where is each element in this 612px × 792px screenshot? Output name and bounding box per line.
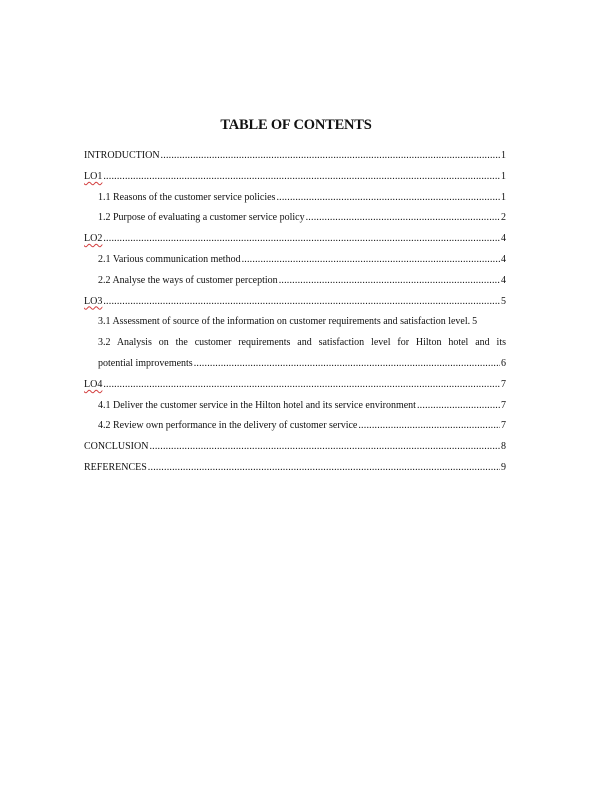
toc-page-number: 8 [501, 441, 506, 453]
toc-entry-label: INTRODUCTION [84, 150, 160, 161]
toc-entry-2-2[interactable] [84, 271, 506, 292]
toc-entry-label: 3.1 Assessment of source of the information on customer requirements and satisfaction level. [98, 316, 471, 328]
toc-page-number: 5 [501, 295, 506, 307]
toc-dot-leader [103, 292, 500, 313]
toc-entry-label-line1: 3.2 Analysis on the customer requirements and satisfaction level for Hilton hotel and its [98, 337, 506, 349]
toc-page-number: 9 [501, 461, 506, 473]
toc-page-number: 1 [501, 191, 506, 203]
toc-entry-introduction[interactable] [84, 146, 506, 167]
toc-entry-label: LO4 [84, 378, 103, 390]
toc-entry-lo3[interactable] [84, 292, 506, 313]
toc-title: TABLE OF CONTENTS [220, 117, 372, 133]
toc-entry-label: LO3 [84, 295, 103, 307]
toc-dot-leader [161, 146, 500, 167]
toc-page-number: 1 [501, 170, 506, 182]
toc-entry-lo1[interactable] [84, 167, 506, 188]
toc-page-number: 7 [501, 399, 506, 411]
toc-page-number: 2 [501, 212, 506, 224]
toc-entry-1-2[interactable] [84, 208, 506, 229]
toc-dot-leader [358, 416, 500, 437]
toc-entry-lo2[interactable] [84, 229, 506, 250]
toc-page-number: 4 [501, 274, 506, 286]
toc-entry-label-line2: potential improvements [98, 357, 193, 369]
toc-page-number: 4 [501, 253, 506, 265]
toc-entry-3-1[interactable] [84, 312, 506, 333]
toc-entry-label: LO2 [84, 233, 103, 245]
toc-entry-lo4[interactable] [84, 375, 506, 396]
toc-entry-label: 2.2 Analyse the ways of customer perception [98, 274, 278, 286]
toc-entry-label: 2.1 Various communication method [98, 253, 241, 265]
toc-entry-label: CONCLUSION [84, 441, 149, 453]
toc-entry-conclusion[interactable] [84, 437, 506, 458]
toc-entry-label: REFERENCES [84, 461, 147, 473]
table-of-contents [84, 146, 506, 479]
toc-page-number: 1 [501, 150, 506, 161]
toc-page-number: 7 [501, 378, 506, 390]
toc-entry-2-1[interactable] [84, 250, 506, 271]
toc-entry-label: 4.1 Deliver the customer service in the Hilton hotel and its service environment [98, 399, 416, 411]
toc-page-number: 6 [501, 357, 506, 369]
toc-dot-leader [103, 229, 500, 250]
toc-dot-leader [276, 188, 500, 209]
toc-dot-leader [306, 208, 500, 229]
toc-entry-3-2[interactable] [84, 333, 506, 375]
toc-dot-leader [242, 250, 500, 271]
toc-dot-leader [194, 354, 500, 375]
toc-entry-label: LO1 [84, 170, 103, 182]
toc-entry-4-2[interactable] [84, 416, 506, 437]
toc-entry-references[interactable] [84, 458, 506, 479]
toc-entry-1-1[interactable] [84, 188, 506, 209]
toc-dot-leader [149, 437, 500, 458]
toc-page-number: 7 [501, 420, 506, 432]
toc-dot-leader [148, 458, 500, 479]
toc-dot-leader [103, 167, 500, 188]
toc-entry-label: 1.2 Purpose of evaluating a customer service policy [98, 212, 305, 224]
toc-entry-label: 1.1 Reasons of the customer service policies [98, 191, 276, 203]
toc-page-number: 4 [501, 233, 506, 245]
toc-dot-leader [279, 271, 500, 292]
toc-dot-leader [103, 375, 500, 396]
toc-page-number: 5 [472, 316, 478, 328]
toc-entry-label: 4.2 Review own performance in the delivery of customer service [98, 420, 358, 432]
toc-dot-leader [417, 396, 500, 417]
toc-entry-4-1[interactable] [84, 396, 506, 417]
